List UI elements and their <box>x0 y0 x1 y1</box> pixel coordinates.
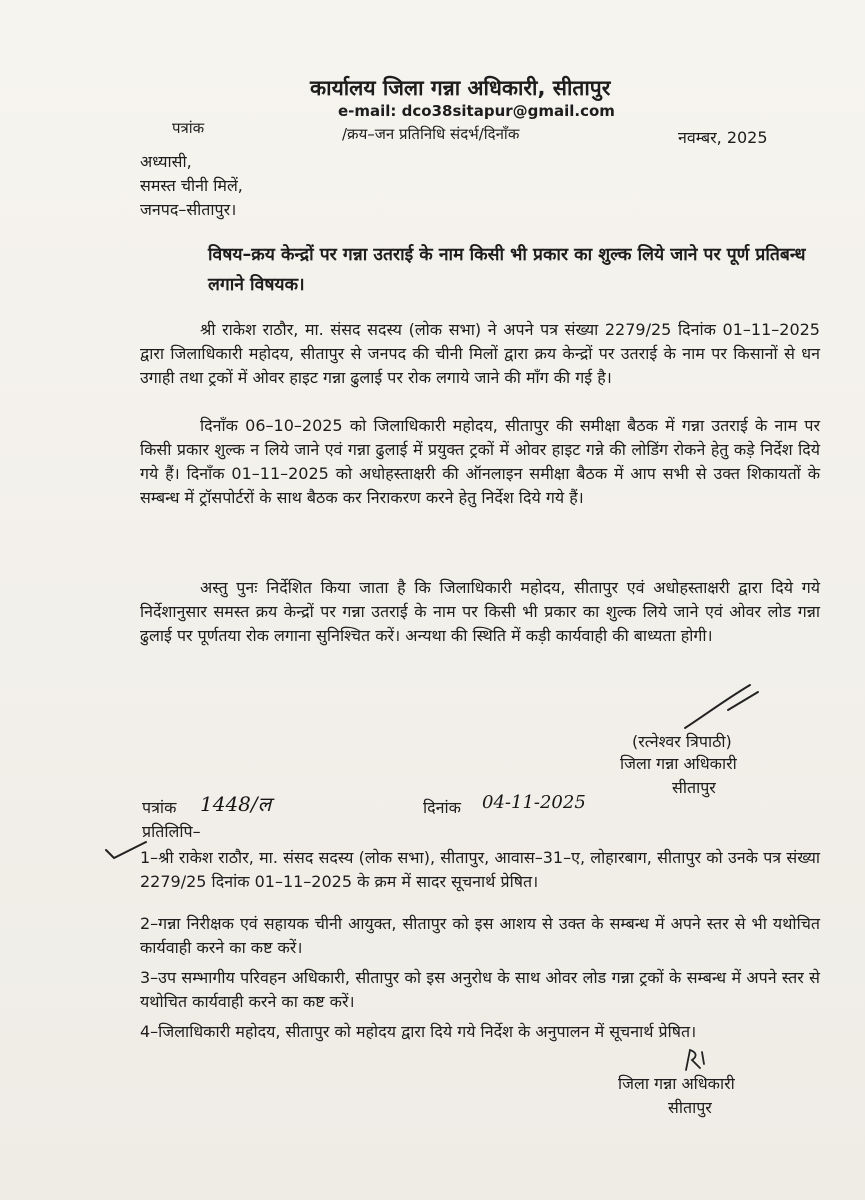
signatory-place: सीतापुर <box>672 778 716 797</box>
initials-mark <box>680 1046 710 1072</box>
body-paragraph-1: श्री राकेश राठौर, मा. संसद सदस्य (लोक सभा) ने अपने पत्र संख्या 2279/25 दिनांक 01–11–2025 द्वारा जिलाधिकारी महोदय, सीतापुर से जनपद की चीनी मिलों द्वारा क्रय केन्द्रों पर उतराई के नाम पर किसानों से धन उगाही तथा ट्रकों में ओवर हाइट गन्ना ढुलाई पर रोक लगाये जाने की माँग की गई है। <box>140 320 820 387</box>
dispatch-date-label: दिनांक <box>423 798 461 817</box>
signatory-designation: जिला गन्ना अधिकारी <box>620 754 737 773</box>
copy-item-1: 1–श्री राकेश राठौर, मा. संसद सदस्य (लोक सभा), सीतापुर, आवास–31–ए, लोहारबाग, सीतापुर को उनके पत्र संख्या 2279/25 दिनांक 01–11–2025 के क्रम में सादर सूचनार्थ प्रेषित। <box>140 848 820 891</box>
dispatch-patrank-label: पत्रांक <box>142 798 177 817</box>
office-title: कार्यालय जिला गन्ना अधिकारी, सीतापुर <box>310 76 611 100</box>
subject-line: विषय–क्रय केन्द्रों पर गन्ना उतराई के नाम किसी भी प्रकार का शुल्क लिये जाने पर पूर्ण प्रतिबन्ध लगाने विषयक। <box>208 245 806 295</box>
dispatch-patrank-number: 1448/ल <box>200 792 272 816</box>
body-paragraph-2: दिनाँक 06–10–2025 को जिलाधिकारी महोदय, सीतापुर की समीक्षा बैठक में गन्ना उतराई के नाम पर किसी प्रकार शुल्क न लिये जाने एवं गन्ना ढुलाई में प्रयुक्त ट्रकों में ओवर हाइट गन्ने की लोडिंग रोकने हेतु कड़े निर्देश दिये गये हैं। दिनाँक 01–11–2025 को अधोहस्ताक्षरी की ऑनलाइन समीक्षा बैठक में आप सभी से उक्त शिकायतों के सम्बन्ध में ट्रॉसपोर्टरों के साथ बैठक कर निराकरण करने हेतु निर्देश दिये गये हैं। <box>140 416 820 507</box>
signatory-name: (रत्नेश्वर त्रिपाठी) <box>632 732 732 751</box>
reference-line: /क्रय–जन प्रतिनिधि संदर्भ/दिनाँक <box>342 125 520 143</box>
office-email: e-mail: dco38sitapur@gmail.com <box>338 102 615 120</box>
patrank-label: पत्रांक <box>172 119 205 137</box>
dispatch-date-value: 04-11-2025 <box>482 792 586 813</box>
body-paragraph-3: अस्तु पुनः निर्देशित किया जाता है कि जिलाधिकारी महोदय, सीतापुर एवं अधोहस्ताक्षरी द्वारा दिये गये निर्देशानुसार समस्त क्रय केन्द्रों पर गन्ना उतराई के नाम पर किसी भी प्रकार का शुल्क लिये जाने एवं ओवर लोड गन्ना ढुलाई पर पूर्णतया रोक लगाना सुनिश्चित करें। अन्यथा की स्थिति में कड़ी कार्यवाही की बाध्यता होगी। <box>140 578 820 645</box>
signatory-place-2: सीतापुर <box>668 1098 712 1117</box>
addressee-line-1: अध्यासी, <box>140 152 192 171</box>
copy-item-3: 3–उप सम्भागीय परिवहन अधिकारी, सीतापुर को इस अनुरोध के साथ ओवर लोड गन्ना ट्रकों के सम्बन्ध में अपने स्तर से यथोचित कार्यवाही करने का कष्ट करें। <box>140 968 820 1011</box>
copy-item-2: 2–गन्ना निरीक्षक एवं सहायक चीनी आयुक्त, सीतापुर को इस आशय से उक्त के सम्बन्ध में अपने स्तर से भी यथोचित कार्यवाही करने का कष्ट करें। <box>140 914 820 957</box>
letter-date: नवम्बर, 2025 <box>678 128 768 147</box>
signatory-designation-2: जिला गन्ना अधिकारी <box>618 1074 735 1093</box>
addressee-line-2: समस्त चीनी मिलें, <box>140 176 243 195</box>
addressee-line-3: जनपद–सीतापुर। <box>140 200 237 219</box>
copy-to-label: प्रतिलिपि– <box>142 822 201 841</box>
copy-item-4: 4–जिलाधिकारी महोदय, सीतापुर को महोदय द्वारा दिये गये निर्देश के अनुपालन में सूचनार्थ प्रेषित। <box>140 1022 697 1041</box>
handwritten-signature <box>680 680 770 730</box>
